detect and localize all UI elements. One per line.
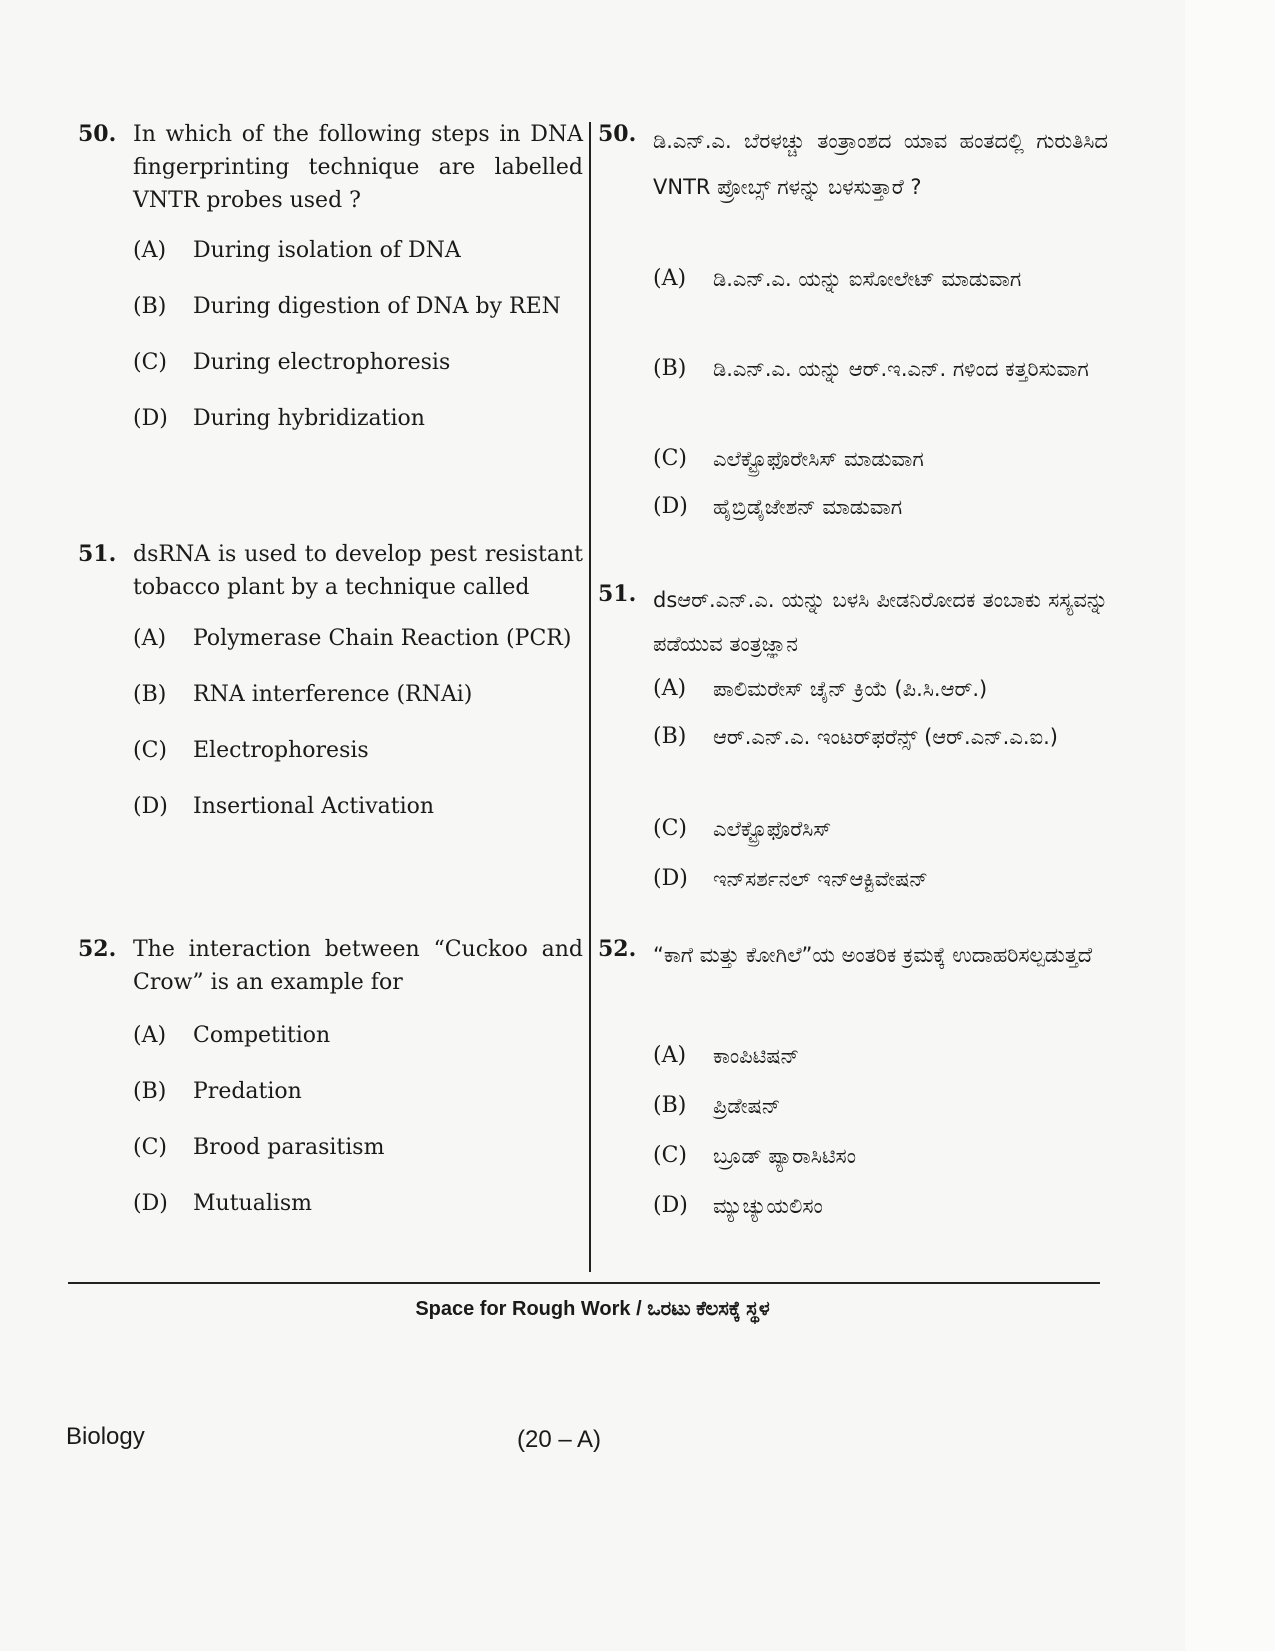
option-c: (C) Brood parasitism <box>133 1135 385 1160</box>
question-51-en <box>78 538 583 819</box>
option-b: (B) RNA interference (RNAi) <box>133 682 473 707</box>
option-d: (D) ಹೈಬ್ರಿಡೈಜೇಶನ್ ಮಾಡುವಾಗ <box>653 494 903 519</box>
option-c: (C) ಬ್ರೂಡ್ ಪ್ಯಾರಾಸಿಟಿಸಂ <box>653 1143 857 1168</box>
question-50-kn <box>598 118 1108 519</box>
option-c: (C) ಎಲೆಕ್ಟ್ರೊಫೊರೆಸಿಸ್ <box>653 816 832 841</box>
option-d: (D) ಇನ್‌ಸರ್ಶನಲ್ ಇನ್‌ಆಕ್ಟಿವೇಷನ್ <box>653 866 928 891</box>
question-number: 50. <box>598 121 637 147</box>
option-a: (A) ಕಾಂಪಿಟಿಷನ್ <box>653 1043 800 1068</box>
option-a: (A) Competition <box>133 1023 331 1048</box>
option-a: (A) Polymerase Chain Reaction (PCR) <box>133 626 572 651</box>
option-b: (B) Predation <box>133 1079 302 1104</box>
question-text: In which of the following steps in DNA fingerprinting technique are labelled VNTR probes used ? <box>133 122 583 213</box>
question-text: ಡಿ.ಎನ್.ಎ. ಬೆರಳಚ್ಚು ತಂತ್ರಾಂಶದ ಯಾವ ಹಂತದಲ್ಲಿ ಗುರುತಿಸಿದ VNTR ಪ್ರೋಬ್ಸ್ ಗಳನ್ನು ಬಳಸುತ್ತಾರೆ ? <box>653 129 1108 199</box>
question-text: The interaction between “Cuckoo and Crow” is an example for <box>133 937 583 995</box>
footer-subject: Biology <box>66 1423 145 1450</box>
rough-work-rule <box>68 1282 1100 1284</box>
option-d: (D) Insertional Activation <box>133 794 435 819</box>
option-a: (A) During isolation of DNA <box>133 238 461 263</box>
footer-page-number: (20 – A) <box>517 1426 602 1453</box>
option-c: (C) Electrophoresis <box>133 738 369 763</box>
column-divider <box>589 122 591 1272</box>
question-number: 51. <box>598 581 637 607</box>
option-d: (D) ಮ್ಯುಚ್ಯುಯಲಿಸಂ <box>653 1193 823 1218</box>
question-52-en <box>78 933 583 1216</box>
option-b: (B) During digestion of DNA by REN <box>133 294 561 319</box>
question-number: 51. <box>78 541 117 567</box>
question-52-kn <box>598 933 1108 1218</box>
option-c: (C) During electrophoresis <box>133 350 451 375</box>
question-text: dsಆರ್.ಎನ್.ಎ. ಯನ್ನು ಬಳಸಿ ಪೀಡನಿರೋದಕ ತಂಬಾಕು ಸಸ್ಯವನ್ನು ಪಡೆಯುವ ತಂತ್ರಜ್ಞಾನ <box>653 588 1108 656</box>
question-51-kn <box>598 578 1108 891</box>
option-a: (A) ಪಾಲಿಮರೇಸ್ ಚೈನ್ ಕ್ರಿಯೆ (ಪಿ.ಸಿ.ಆರ್.) <box>653 676 988 701</box>
option-a: (A) ಡಿ.ಎನ್.ಎ. ಯನ್ನು ಐಸೋಲೇಟ್ ಮಾಡುವಾಗ <box>653 266 1022 291</box>
question-50-en <box>78 118 583 431</box>
option-b: (B) ಪ್ರಿಡೇಷನ್ <box>653 1093 781 1118</box>
option-c: (C) ಎಲೆಕ್ಟ್ರೊಫೊರೇಸಿಸ್ ಮಾಡುವಾಗ <box>653 446 924 471</box>
question-number: 50. <box>78 121 117 147</box>
option-b: (B) ಆರ್.ಎನ್.ಎ. ಇಂಟರ್‌ಫರೆನ್ಸ್ (ಆರ್.ಎನ್.ಎ.ಐ.) <box>653 724 1058 749</box>
question-text: “ಕಾಗೆ ಮತ್ತು ಕೋಗಿಲೆ”ಯ ಅಂತರಿಕ ಕ್ರಮಕ್ಕೆ ಉದಾಹರಿಸಲ್ಪಡುತ್ತದೆ <box>653 943 1093 967</box>
option-b: (B) ಡಿ.ಎನ್.ಎ. ಯನ್ನು ಆರ್.ಇ.ಎನ್. ಗಳಿಂದ ಕತ್ತರಿಸುವಾಗ <box>653 356 1089 381</box>
rough-work-label: Space for Rough Work / ಒರಟು ಕೆಲಸಕ್ಕೆ ಸ್ಥಳ <box>415 1298 770 1320</box>
question-text: dsRNA is used to develop pest resistant tobacco plant by a technique called <box>133 542 583 600</box>
option-d: (D) Mutualism <box>133 1191 313 1216</box>
question-number: 52. <box>78 936 117 962</box>
question-number: 52. <box>598 936 637 962</box>
option-d: (D) During hybridization <box>133 406 425 431</box>
